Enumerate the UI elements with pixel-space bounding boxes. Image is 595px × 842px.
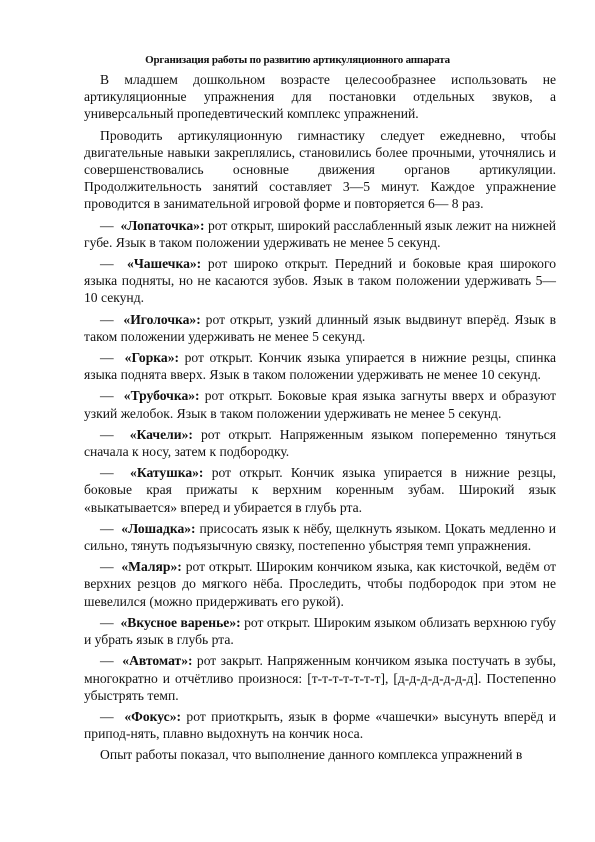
exercise-item [84,349,556,383]
exercise-name: «Лошадка»: [121,520,196,536]
exercise-text: рот открыт. Кончик языка упирается в нижние резцы, спинка языка поднята вверх. Язык в таком положении удерживать не менее 10 секунд. [84,350,557,383]
exercise-item [84,217,556,251]
exercise-item [84,708,556,742]
exercise-item [84,426,556,460]
exercise-text: рот открыт. Боковые края языка загнуты вверх и образуют узкий желобок. Язык в таком положении удерживать не менее 5 секунд. [84,388,557,421]
exercise-dash: — [100,520,114,536]
exercise-name: «Качели»: [129,426,193,442]
intro-paragraph-1: В младшем дошкольном возрасте целесообразнее использовать не артикуляционные упражнения для постановки отдельных звуков, а универсальный пропедевтический комплекс упражнений. [84,72,556,122]
exercise-name: «Фокус»: [124,708,182,724]
page-title: Организация работы по развитию артикуляционного аппарата [145,54,450,66]
exercise-item [84,387,556,421]
exercise-dash: — [100,256,114,272]
exercise-dash: — [100,311,114,327]
intro-paragraph-2: Проводить артикуляционную гимнастику следует ежедневно, чтобы двигательные навыки закреплялись, становились более прочными, уточнялись и совершенствовались основные движения органов артикуляции. Продолжительность занятий составляет 3—5 минут. Каждое упражнение проводится в занимательной игровой форме и повторяется 6— 8 раз. [84,127,556,212]
exercise-list [84,217,556,743]
exercise-name: «Иголочка»: [123,311,201,327]
exercise-text: рот открыт. Напряженным языком попеременно тянуться сначала к носу, затем к подбородку. [84,426,556,460]
exercise-dash: — [100,350,114,366]
exercise-dash: — [100,614,114,630]
exercise-item [84,558,556,610]
exercise-name: «Трубочка»: [123,388,200,404]
exercise-text: рот закрыт. Напряженным кончиком языка постучать в зубы, многократно и отчётливо произнося: [т-т-т-т-т-т-т], [д-д-д-д-д-д-д]. Постепенно убыстрять темп. [84,653,556,703]
exercise-item [84,614,556,648]
exercise-dash: — [100,426,114,442]
exercise-text: рот открыт. Кончик языка упирается в нижние резцы, боковые края прижаты к верхним коренным зубам. Широкий язык «выкатывается» вперед и убирается в глубь рта. [84,465,557,515]
exercise-text: рот открыт. Широким языком облизать верхнюю губу и убрать язык в глубь рта. [84,614,556,648]
exercise-dash: — [100,217,114,233]
body-text [84,71,556,768]
exercise-name: «Маляр»: [121,559,182,575]
exercise-name: «Чашечка»: [127,256,202,272]
exercise-item [84,464,556,516]
exercise-text: рот открыт, узкий длинный язык выдвинут вперёд. Язык в таком положении удерживать не менее 5 секунд. [84,311,556,344]
exercise-item [84,255,556,307]
exercise-item [84,652,556,704]
exercise-name: «Вкусное варенье»: [120,614,241,630]
exercise-item [84,311,556,345]
exercise-name: «Катушка»: [130,465,204,481]
exercise-item [84,520,556,554]
exercise-name: «Горка»: [124,350,180,366]
closing-paragraph: Опыт работы показал, что выполнение данного комплекса упражнений в [100,747,523,763]
exercise-dash: — [100,559,114,575]
exercise-text: присосать язык к нёбу, щелкнуть языком. Цокать медленно и сильно, тянуть подъязычную связку, постепенно убыстряя темп упражнения. [84,520,557,554]
exercise-name: «Автомат»: [122,653,193,669]
exercise-text: рот открыт, широкий расслабленный язык лежит на нижней губе. Язык в таком положении удерживать не менее 5 секунд. [84,217,557,250]
exercise-text: рот приоткрыть, язык в форме «чашечки» высунуть вперёд и припод-нять, плавно выдохнуть на кончик носа. [84,708,556,742]
exercise-dash: — [100,465,114,481]
exercise-dash: — [100,653,114,669]
exercise-name: «Лопаточка»: [120,217,205,233]
exercise-text: рот широко открыт. Передний и боковые края широкого языка подняты, но не касаются зубов. Язык в таком положении удерживать 5—10 секунд. [84,256,556,306]
exercise-dash: — [100,388,114,404]
exercise-text: рот открыт. Широким кончиком языка, как кисточкой, ведём от верхних резцов до мягкого нёба. Проследить, чтобы подбородок при этом не шевелился (можно придерживать его рукой). [84,559,557,609]
exercise-dash: — [100,708,114,724]
